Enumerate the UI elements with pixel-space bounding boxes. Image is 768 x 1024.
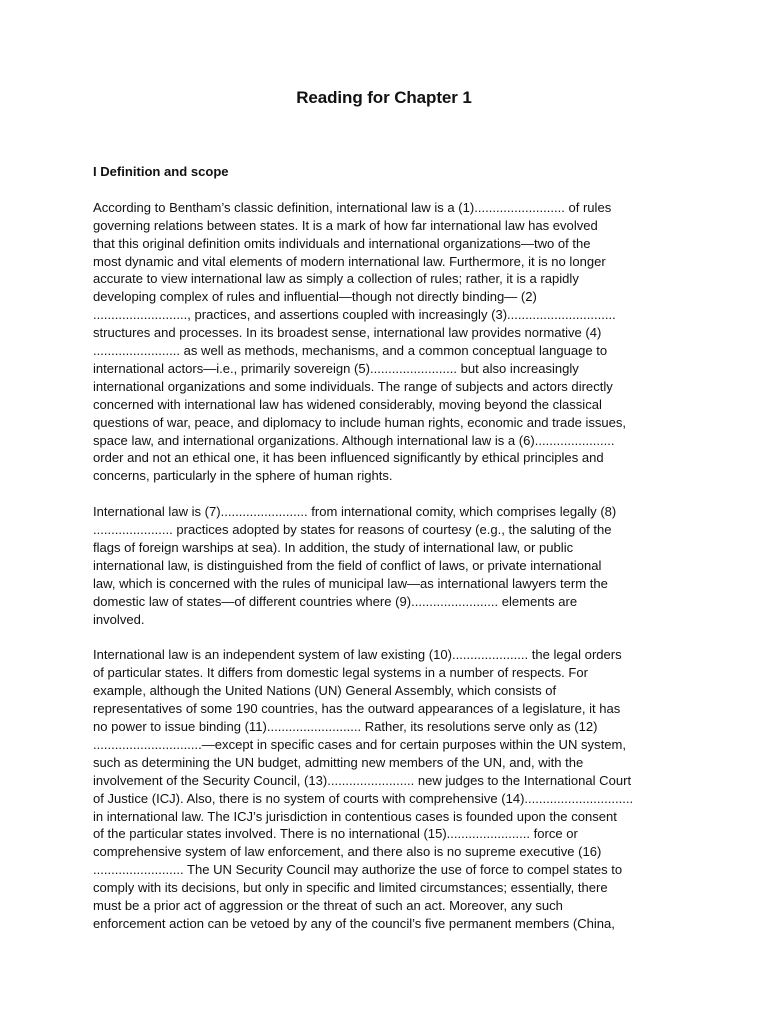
text-line: questions of war, peace, and diplomacy to include human rights, economic and trade issues, — [93, 414, 627, 430]
text-line: enforcement action can be vetoed by any of the council’s five permanent members (China, — [93, 916, 615, 932]
page-title: Reading for Chapter 1 — [296, 88, 472, 107]
text-line: of Justice (ICJ). Also, there is no system of courts with comprehensive (14).............................. — [93, 790, 634, 806]
text-line: ......................... The UN Security Council may authorize the use of force to compel states to — [93, 862, 623, 878]
text-line: According to Bentham’s classic definition, international law is a (1)......................... of rules — [93, 199, 612, 215]
text-line: comprehensive system of law enforcement, and there also is no supreme executive (16) — [93, 844, 602, 860]
text-line: space law, and international organizations. Although international law is a (6)...................... — [93, 432, 615, 448]
text-line: accurate to view international law as simply a collection of rules; rather, it is a rapidly — [93, 271, 579, 287]
text-line: in international law. The ICJ’s jurisdiction in contentious cases is founded upon the consent — [93, 808, 617, 824]
paragraph-independent-system — [93, 646, 677, 933]
text-line: concerns, particularly in the sphere of human rights. — [93, 468, 393, 484]
text-line: governing relations between states. It is a mark of how far international law has evolved — [93, 217, 598, 233]
text-line: flags of foreign warships at sea). In addition, the study of international law, or public — [93, 540, 574, 555]
document-body — [93, 163, 677, 951]
text-line: involvement of the Security Council, (13)........................ new judges to the International Court — [93, 772, 632, 788]
text-line: International law is (7)........................ from international comity, which comprises legally (8) — [93, 504, 617, 520]
text-line: that this original definition omits individuals and international organizations—two of the — [93, 235, 591, 251]
paragraph-definition — [93, 199, 677, 486]
text-line: comply with its decisions, but only in specific and limited circumstances; essentially, there — [93, 880, 608, 896]
text-line: international actors—i.e., primarily sovereign (5)........................ but also increasingly — [93, 360, 579, 376]
text-line: no power to issue binding (11).......................... Rather, its resolutions serve only as (12) — [93, 719, 598, 735]
text-line: most dynamic and vital elements of modern international law. Furthermore, it is no longer — [93, 253, 606, 269]
paragraph-comity — [93, 503, 677, 628]
text-line: law, which is concerned with the rules of municipal law—as international lawyers term the — [93, 575, 608, 591]
text-line: domestic law of states—of different countries where (9)........................ elements are — [93, 593, 578, 609]
text-line: representatives of some 190 countries, has the outward appearances of a legislature, it has — [93, 701, 621, 717]
text-line: ..............................—except in specific cases and for certain purposes within the UN system, — [93, 736, 626, 752]
text-line: .........................., practices, and assertions coupled with increasingly (3).............................. — [93, 307, 616, 323]
text-line: must be a prior act of aggression or the threat of such an act. Moreover, any such — [93, 898, 563, 914]
text-line: involved. — [93, 611, 145, 627]
text-line: International law is an independent system of law existing (10)..................... the legal orders — [93, 647, 622, 663]
text-line: ........................ as well as methods, mechanisms, and a common conceptual language to — [93, 343, 608, 359]
text-line: international organizations and some individuals. The range of subjects and actors directly — [93, 378, 613, 394]
text-line: structures and processes. In its broadest sense, international law provides normative (4) — [93, 325, 602, 341]
section-heading: I Definition and scope — [93, 164, 229, 179]
text-line: of particular states. It differs from domestic legal systems in a number of respects. For — [93, 665, 589, 681]
text-line: example, although the United Nations (UN) General Assembly, which consists of — [93, 683, 557, 699]
text-line: ...................... practices adopted by states for reasons of courtesy (e.g., the saluting of the — [93, 522, 612, 538]
text-line: of the particular states involved. There is no international (15)....................... force or — [93, 826, 578, 842]
text-line: developing complex of rules and influential—though not directly binding— (2) — [93, 289, 537, 305]
text-line: concerned with international law has widened considerably, moving beyond the classical — [93, 396, 602, 412]
text-line: such as determining the UN budget, admitting new members of the UN, and, with the — [93, 754, 584, 770]
text-line: international law, is distinguished from the field of conflict of laws, or private international — [93, 557, 602, 573]
text-line: order and not an ethical one, it has been influenced significantly by ethical principles and — [93, 450, 604, 466]
